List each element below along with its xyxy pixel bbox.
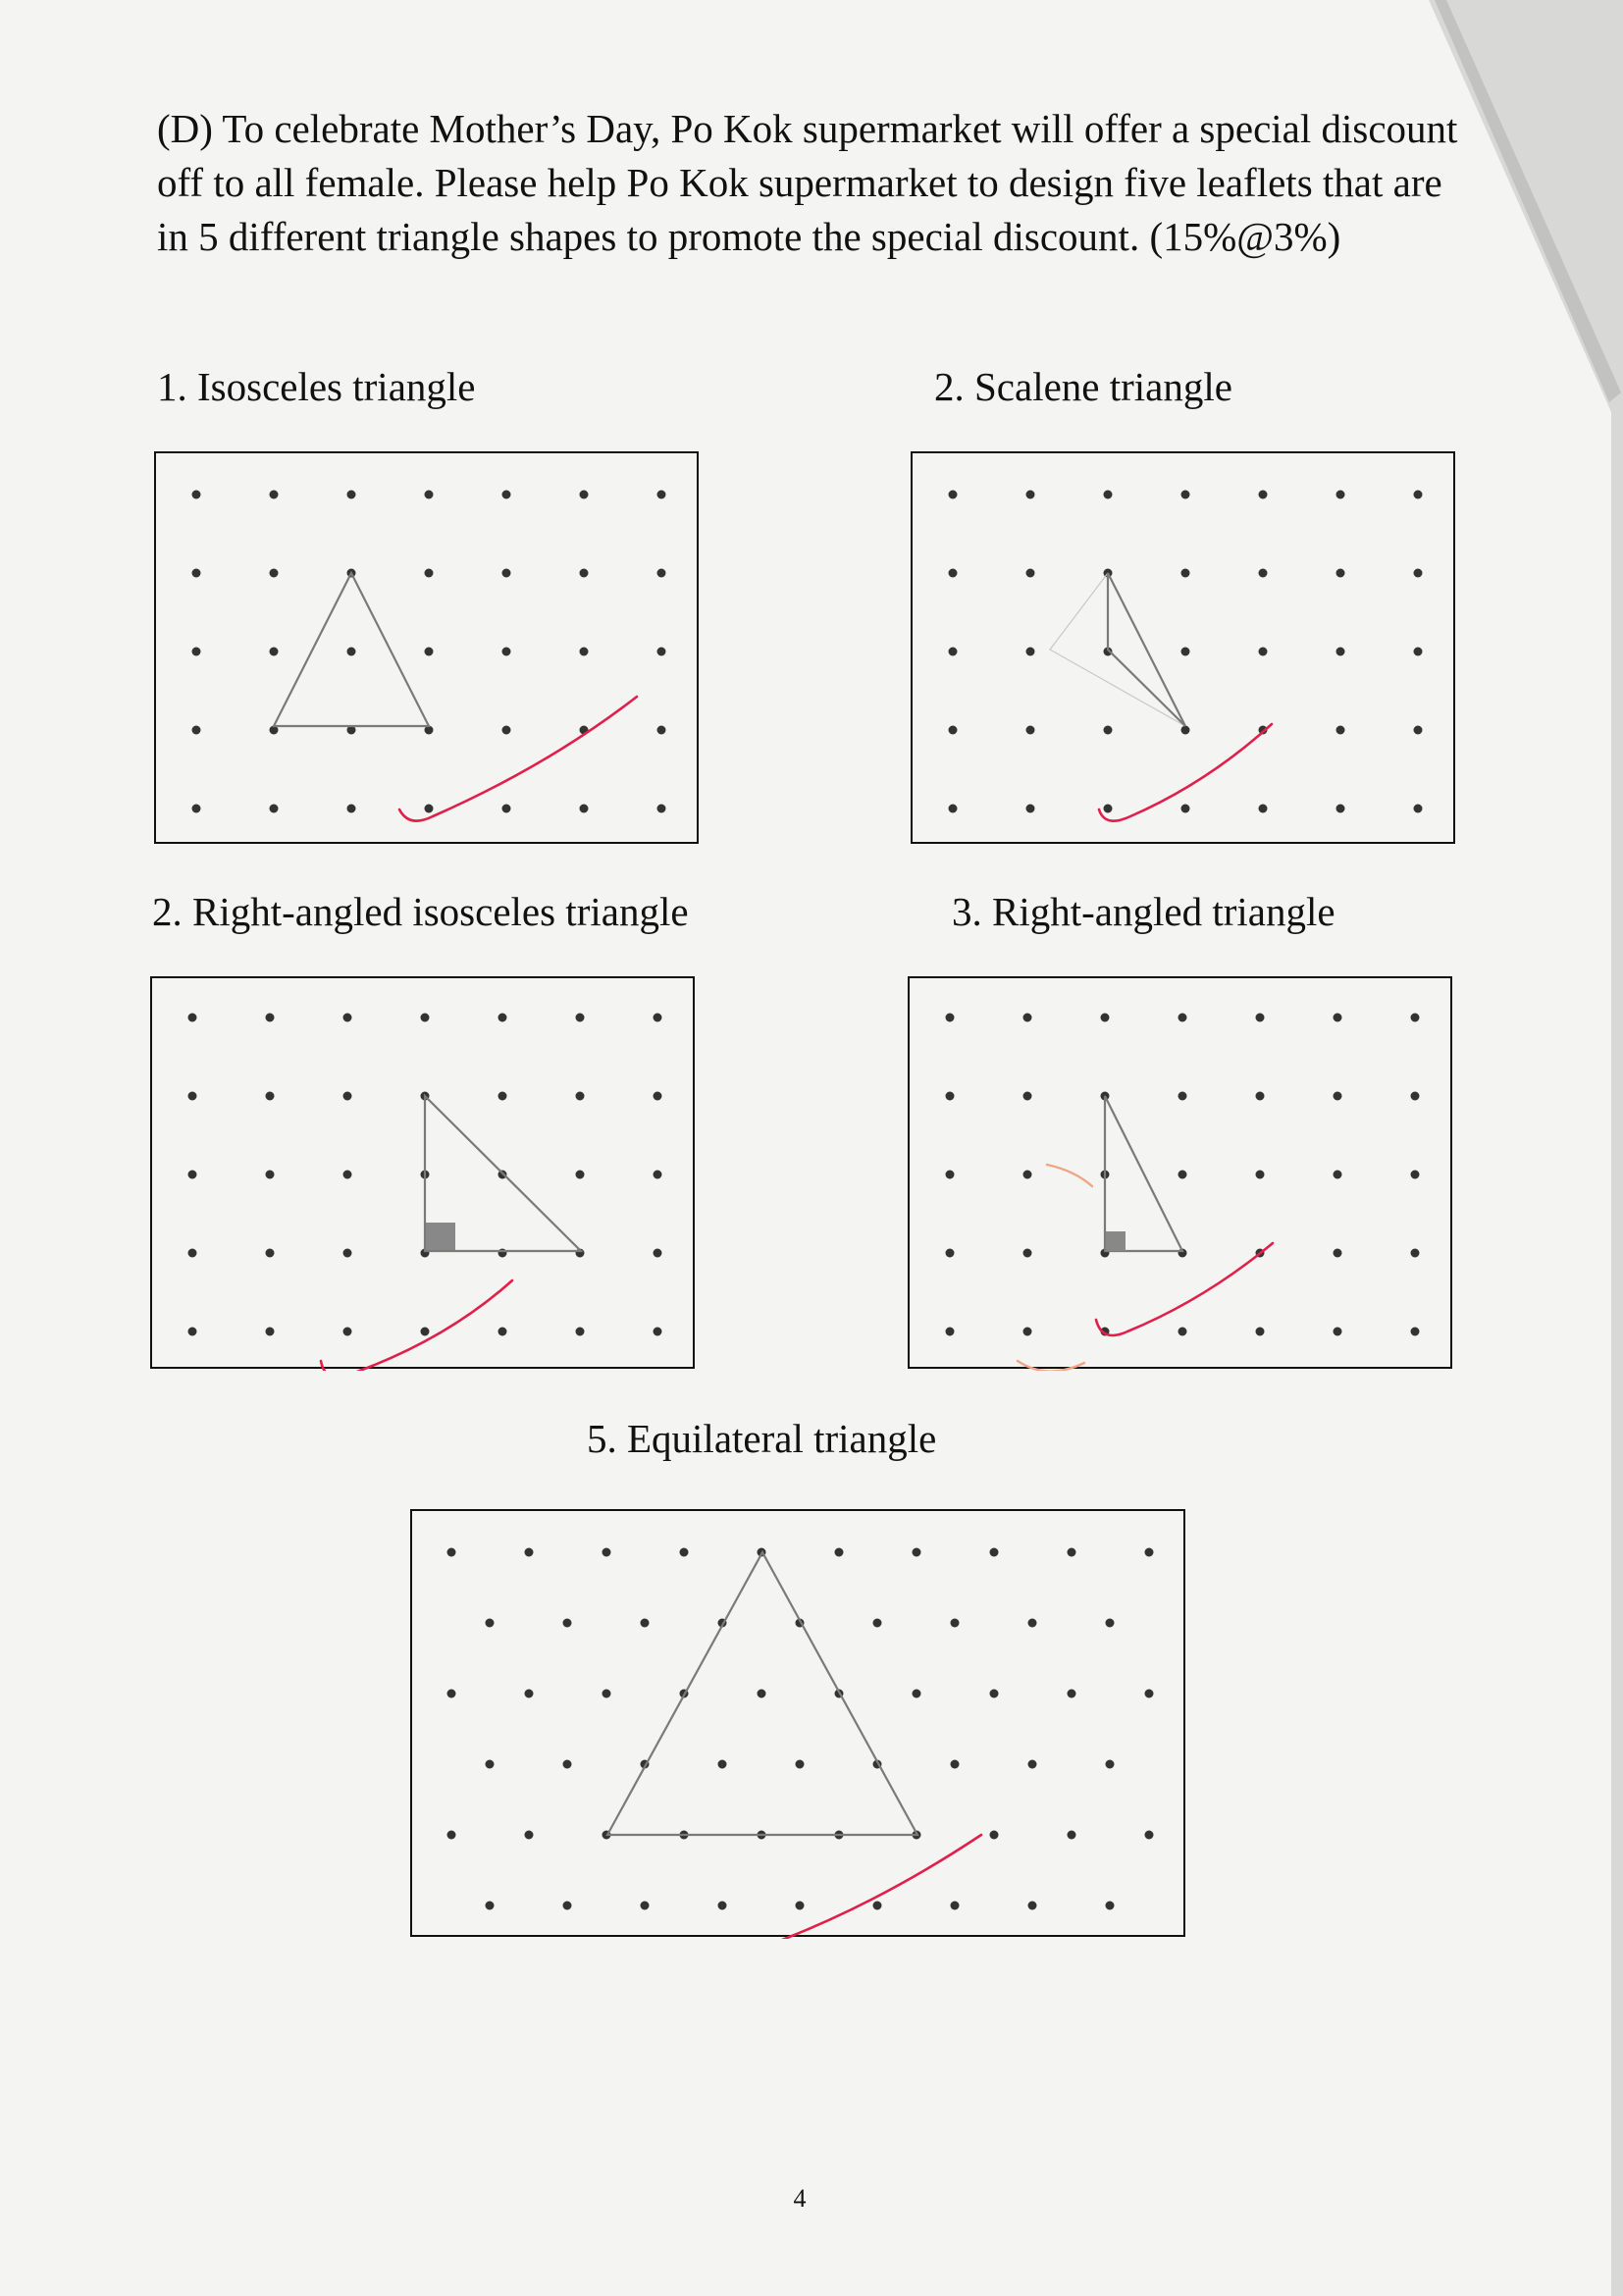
- grid-dot: [1334, 1171, 1342, 1179]
- grid-dot: [343, 1249, 352, 1258]
- grid-dot: [949, 805, 958, 813]
- grid-dot: [1026, 569, 1035, 578]
- grid-dot: [946, 1249, 955, 1258]
- grid-dot: [654, 1171, 662, 1179]
- grid-dot: [1178, 1328, 1187, 1336]
- grid-dot: [1414, 491, 1423, 499]
- grid-dot: [192, 491, 201, 499]
- grid-dot: [1334, 1014, 1342, 1022]
- grid-dot: [421, 1328, 430, 1336]
- grid-dot: [421, 1014, 430, 1022]
- grid-dot: [990, 1690, 999, 1698]
- grid-dot: [796, 1902, 805, 1910]
- grid-dot: [498, 1092, 507, 1101]
- grid-dot: [1106, 1902, 1115, 1910]
- grid-dot: [1101, 1014, 1110, 1022]
- grid-dot: [188, 1014, 197, 1022]
- grid-dot: [486, 1902, 495, 1910]
- grid-dot: [946, 1171, 955, 1179]
- grid-dot: [1145, 1690, 1154, 1698]
- grid-dot: [1068, 1548, 1076, 1557]
- grid-dot: [525, 1690, 534, 1698]
- grid-dot: [1411, 1171, 1420, 1179]
- grid-dot: [498, 1014, 507, 1022]
- label-isosceles-triangle: 1. Isosceles triangle: [157, 364, 476, 409]
- grid-dot: [502, 726, 511, 735]
- grid-dot: [447, 1690, 456, 1698]
- grid-dot: [1336, 491, 1345, 499]
- grid-dot: [425, 805, 434, 813]
- grid-dot: [1181, 726, 1190, 735]
- grid-dot: [1336, 569, 1345, 578]
- grid-dot: [654, 1249, 662, 1258]
- grid-dot: [270, 805, 279, 813]
- grid-dot: [486, 1619, 495, 1628]
- grid-dot: [1411, 1092, 1420, 1101]
- grid-dot: [1145, 1548, 1154, 1557]
- grid-dot: [913, 1548, 921, 1557]
- grid-dot: [347, 491, 356, 499]
- dot-grid-right-angled: [908, 976, 1452, 1369]
- grid-dot: [641, 1619, 650, 1628]
- grid-dot: [576, 1171, 585, 1179]
- grid-dot: [502, 648, 511, 656]
- grid-dot: [447, 1831, 456, 1840]
- grid-dot: [502, 805, 511, 813]
- grid-dot: [525, 1548, 534, 1557]
- grid-dot: [270, 648, 279, 656]
- grid-dot: [188, 1171, 197, 1179]
- grid-dot: [602, 1690, 611, 1698]
- grid-dot: [343, 1092, 352, 1101]
- right-angled-triangle-drawing-icon: [910, 978, 1454, 1371]
- grid-dot: [270, 491, 279, 499]
- grid-dot: [1414, 805, 1423, 813]
- grid-dot: [1106, 1619, 1115, 1628]
- grid-dot: [502, 569, 511, 578]
- grid-dot: [486, 1760, 495, 1769]
- grid-dot: [654, 1328, 662, 1336]
- grid-dot: [1181, 648, 1190, 656]
- grid-dot: [1023, 1014, 1032, 1022]
- grid-dot: [951, 1902, 960, 1910]
- grid-dot: [1259, 569, 1268, 578]
- grid-dot: [580, 648, 589, 656]
- dot-grid-scalene: [911, 451, 1455, 844]
- grid-dot: [946, 1328, 955, 1336]
- grid-dot: [951, 1760, 960, 1769]
- grid-dot: [192, 805, 201, 813]
- grid-dot: [1178, 1014, 1187, 1022]
- dot-grid-equilateral: [410, 1509, 1185, 1937]
- grid-dot: [1023, 1092, 1032, 1101]
- grid-dot: [657, 726, 666, 735]
- grid-dot: [563, 1760, 572, 1769]
- grid-dot: [525, 1831, 534, 1840]
- grid-dot: [949, 726, 958, 735]
- grid-dot: [654, 1014, 662, 1022]
- grid-dot: [680, 1548, 689, 1557]
- grid-dot: [1181, 491, 1190, 499]
- dot-grid-isosceles: [154, 451, 699, 844]
- grid-dot: [1336, 648, 1345, 656]
- grid-dot: [1336, 726, 1345, 735]
- question-text: (D) To celebrate Mother’s Day, Po Kok supermarket will offer a special discount off to all female. Please help Po Kok supermarket to design five leaflets that are in 5 different triangle shapes to promote the special discount. (15%@3%): [157, 106, 1458, 259]
- grid-dot: [1181, 805, 1190, 813]
- grid-dot: [563, 1619, 572, 1628]
- grid-dot: [657, 491, 666, 499]
- grid-dot: [343, 1171, 352, 1179]
- grid-dot: [1023, 1171, 1032, 1179]
- grid-dot: [1411, 1328, 1420, 1336]
- grid-dot: [946, 1014, 955, 1022]
- grid-dot: [347, 805, 356, 813]
- grid-dot: [1334, 1092, 1342, 1101]
- grid-dot: [498, 1328, 507, 1336]
- grid-dot: [270, 569, 279, 578]
- grid-dot: [1334, 1328, 1342, 1336]
- grid-dot: [266, 1328, 275, 1336]
- grid-dot: [188, 1328, 197, 1336]
- grid-dot: [1104, 726, 1113, 735]
- grid-dot: [576, 1328, 585, 1336]
- grid-dot: [1181, 569, 1190, 578]
- grid-dot: [343, 1328, 352, 1336]
- grid-dot: [1028, 1760, 1037, 1769]
- grid-dot: [990, 1831, 999, 1840]
- grid-dot: [758, 1690, 766, 1698]
- grid-dot: [1026, 805, 1035, 813]
- grid-dot: [1256, 1092, 1265, 1101]
- grid-dot: [1068, 1690, 1076, 1698]
- grid-dot: [502, 491, 511, 499]
- grid-dot: [580, 491, 589, 499]
- grid-dot: [835, 1548, 844, 1557]
- grid-dot: [718, 1760, 727, 1769]
- grid-dot: [266, 1249, 275, 1258]
- grid-dot: [949, 491, 958, 499]
- grid-dot: [718, 1902, 727, 1910]
- label-right-angled-isosceles-triangle: 2. Right-angled isosceles triangle: [152, 889, 689, 934]
- grid-dot: [580, 569, 589, 578]
- grid-dot: [1106, 1760, 1115, 1769]
- grid-dot: [192, 569, 201, 578]
- grid-dot: [343, 1014, 352, 1022]
- grid-dot: [1411, 1014, 1420, 1022]
- grid-dot: [641, 1902, 650, 1910]
- grid-dot: [188, 1092, 197, 1101]
- grid-dot: [602, 1548, 611, 1557]
- grid-dot: [1028, 1902, 1037, 1910]
- grid-dot: [796, 1760, 805, 1769]
- grid-dot: [1259, 648, 1268, 656]
- grid-dot: [657, 569, 666, 578]
- grid-dot: [913, 1690, 921, 1698]
- grid-dot: [1023, 1328, 1032, 1336]
- grid-dot: [1411, 1249, 1420, 1258]
- grid-dot: [949, 648, 958, 656]
- grid-dot: [1104, 491, 1113, 499]
- right-angled-isosceles-triangle-drawing-icon: [152, 978, 697, 1371]
- grid-dot: [188, 1249, 197, 1258]
- scalene-triangle-drawing-icon: [913, 453, 1457, 846]
- grid-dot: [1026, 491, 1035, 499]
- page-number: 4: [793, 2184, 807, 2213]
- grid-dot: [425, 491, 434, 499]
- grid-dot: [347, 648, 356, 656]
- grid-dot: [266, 1171, 275, 1179]
- grid-dot: [949, 569, 958, 578]
- grid-dot: [1023, 1249, 1032, 1258]
- isosceles-triangle-drawing-icon: [156, 453, 701, 846]
- grid-dot: [951, 1619, 960, 1628]
- grid-dot: [873, 1902, 882, 1910]
- grid-dot: [576, 1014, 585, 1022]
- grid-dot: [1259, 491, 1268, 499]
- grid-dot: [1026, 648, 1035, 656]
- grid-dot: [1414, 648, 1423, 656]
- grid-dot: [1414, 569, 1423, 578]
- grid-dot: [425, 569, 434, 578]
- grid-dot: [563, 1902, 572, 1910]
- grid-dot: [1178, 1092, 1187, 1101]
- grid-dot: [580, 805, 589, 813]
- label-equilateral-triangle: 5. Equilateral triangle: [587, 1416, 937, 1461]
- grid-dot: [654, 1092, 662, 1101]
- grid-dot: [657, 805, 666, 813]
- grid-dot: [1256, 1014, 1265, 1022]
- grid-dot: [1256, 1171, 1265, 1179]
- grid-dot: [1256, 1328, 1265, 1336]
- grid-dot: [266, 1092, 275, 1101]
- label-right-angled-triangle: 3. Right-angled triangle: [952, 889, 1335, 934]
- grid-dot: [990, 1548, 999, 1557]
- grid-dot: [1178, 1171, 1187, 1179]
- grid-dot: [192, 648, 201, 656]
- grid-dot: [946, 1092, 955, 1101]
- grid-dot: [425, 648, 434, 656]
- grid-dot: [657, 648, 666, 656]
- grid-dot: [1259, 805, 1268, 813]
- grid-dot: [1414, 726, 1423, 735]
- grid-dot: [873, 1619, 882, 1628]
- dot-grid-right-angled-isosceles: [150, 976, 695, 1369]
- grid-dot: [498, 1249, 507, 1258]
- label-scalene-triangle: 2. Scalene triangle: [934, 364, 1232, 409]
- grid-dot: [1028, 1619, 1037, 1628]
- grid-dot: [1104, 805, 1113, 813]
- grid-dot: [266, 1014, 275, 1022]
- grid-dot: [1334, 1249, 1342, 1258]
- grid-dot: [447, 1548, 456, 1557]
- equilateral-triangle-drawing-icon: [412, 1511, 1187, 1939]
- grid-dot: [1068, 1831, 1076, 1840]
- grid-dot: [192, 726, 201, 735]
- grid-dot: [1145, 1831, 1154, 1840]
- grid-dot: [1336, 805, 1345, 813]
- grid-dot: [576, 1092, 585, 1101]
- grid-dot: [1026, 726, 1035, 735]
